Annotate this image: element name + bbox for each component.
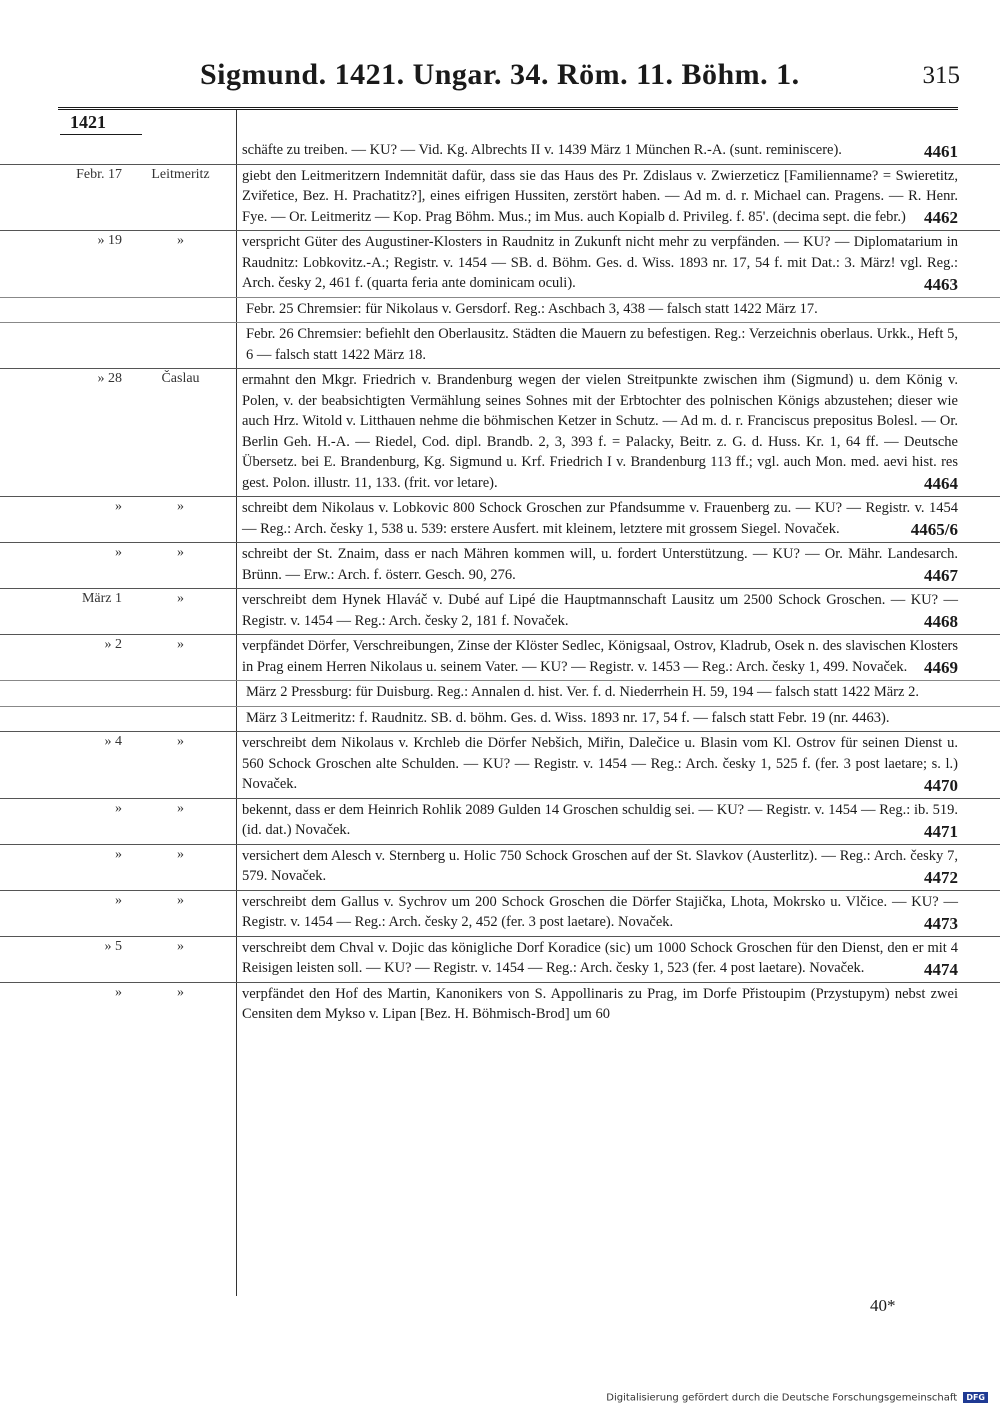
entry-text-block	[242, 937, 958, 979]
entry-text: giebt den Leitmeritzern Indemnität dafür, dass sie das Haus des Pr. Zdislaus v. Zwierzeticz [Familienname? = Swieretitz, Zviřetice, Bez. H. Prachatitz?], eines eifrigen Hussiten, zerstört haben. — Ad m. d. r. Michael can. Pragens. — R. Henr. Fye. — Or. Leitmeritz — Kop. Prag Böhm. Mus.; im Mus. auch Kopialb d. Privileg. f. 85'. (decima sept. die febr.)	[242, 167, 958, 225]
entry-text-block	[242, 589, 958, 631]
header-rule	[58, 107, 958, 110]
entry-date: Febr. 17	[76, 166, 122, 182]
regest-entry	[0, 496, 1000, 539]
entry-date: »	[115, 800, 122, 816]
entry-text: ermahnt den Mkgr. Friedrich v. Brandenburg wegen der vielen Streitpunkte zwischen ihm (Sigmund) u. dem König v. Polen, v. der beabsichtigten Vermählung seines Sohnes mit der Erbtochter des polnischen Königs abzustehen; dieser wie auch Hrz. Witold v. Litthauen nehme die böhmischen Ketzer in Schutz. — Ad m. d. r. Franciscus prepositus Bolesl. — Or. Berlin Geh. H.-A. — Riedel, Cod. dipl. Brandb. 2, 3, 393 f. = Palacky, Beitr. z. G. d. Huss. Kr. 1, 64 ff. — Deutsche Übersetz. bei E. Brandenburg, Kg. Sigmund u. Krf. Friedrich I v. Brandenburg 113 ff.; vgl. auch Mon. med. aevi hist. res gest. Polon. illustr. 11, 133. (frit. vor letare).	[242, 372, 958, 491]
entry-text: März 2 Pressburg: für Duisburg. Reg.: Annalen d. hist. Ver. f. d. Niederrhein H. 59, 194 — falsch statt 1422 März 2.	[246, 684, 919, 700]
regest-entry	[0, 139, 1000, 161]
regest-entry	[0, 844, 1000, 887]
entry-text: schreibt dem Nikolaus v. Lobkovic 800 Schock Groschen zur Pfandsumme v. Frauenberg zu. — KU? — Registr. v. 1454 — Reg.: Arch. česky 1, 538 u. 539: erstere Ausfert. mit kleinem, letztere mit grossem Siegel. Novaček.	[242, 500, 958, 537]
entry-date: » 2	[104, 637, 122, 652]
entry-text: bekennt, dass er dem Heinrich Rohlik 2089 Gulden 14 Groschen schuldig sei. — KU? — Registr. v. 1454 — Reg.: ib. 519. (id. dat.) Novaček.	[242, 801, 958, 838]
entry-text-block	[242, 369, 958, 493]
note-entry	[0, 680, 1000, 703]
regest-number: 4469	[924, 658, 958, 677]
regest-number: 4471	[924, 821, 958, 841]
regest-entry	[0, 890, 1000, 933]
regest-number: 4467	[924, 566, 958, 585]
page-header	[190, 58, 960, 98]
regest-number: 4470	[924, 775, 958, 795]
entry-text-block	[242, 799, 958, 841]
entry-date: »	[115, 499, 122, 514]
entry-place: »	[177, 233, 184, 248]
regest-entry	[0, 936, 1000, 979]
entry-text: verpfändet den Hof des Martin, Kanonikers von S. Appollinaris zu Prag, im Dorfe Přistoupim (Przystupym) nebst zwei Censiten dem Mykso v. Lipan [Bez. H. Böhmisch-Brod] um 60	[242, 985, 958, 1022]
entry-place: »	[177, 800, 184, 816]
entry-place: Leitmeritz	[151, 166, 210, 182]
entry-date: »	[115, 892, 122, 908]
entry-text-block	[242, 323, 958, 365]
regest-number: 4461	[924, 141, 958, 161]
regest-entry	[0, 982, 1000, 1025]
entry-date: » 4	[104, 734, 122, 749]
entry-text-block	[242, 497, 958, 539]
year-label: 1421	[70, 112, 106, 132]
regest-entry	[0, 542, 1000, 585]
entry-date: »	[115, 846, 122, 862]
regest-number: 4474	[924, 959, 958, 979]
entry-text-block	[242, 543, 958, 585]
entry-text-block	[242, 983, 958, 1025]
entry-date: » 19	[97, 233, 122, 248]
entry-text-block	[242, 139, 958, 161]
entry-place: »	[177, 938, 184, 954]
entry-text-block	[242, 298, 958, 320]
regest-entry	[0, 634, 1000, 677]
regest-entry	[0, 368, 1000, 493]
regest-number: 4465/6	[910, 520, 958, 539]
note-entry	[0, 322, 1000, 365]
dfg-logo: DFG	[963, 1392, 988, 1403]
entry-text-block	[242, 707, 958, 729]
entry-text-block	[242, 165, 958, 228]
entry-place: »	[177, 545, 184, 560]
entry-place: »	[177, 846, 184, 862]
regest-entry	[0, 731, 1000, 795]
entry-date: »	[115, 545, 122, 560]
entry-text-block	[242, 681, 958, 703]
entry-date: März 1	[81, 591, 122, 606]
entries-list	[0, 139, 1000, 1025]
regest-number: 4472	[924, 867, 958, 887]
regest-entry	[0, 798, 1000, 841]
entry-text: verschreibt dem Chval v. Dojic das königliche Dorf Koradice (sic) um 1000 Schock Groschen für den Dienst, den er mit 4 Reisigen leisten soll. — KU? — Registr. v. 1454 — Reg.: Arch. česky 1, 523 (fer. 4 post laetare). Novaček.	[242, 939, 958, 976]
entry-text: verpfändet Dörfer, Verschreibungen, Zinse der Klöster Sedlec, Königsaal, Ostrov, Kladrub, Osek n. des slavischen Klosters in Prag einem Herren Nikolaus u. seinem Vater. — KU? — Registr. v. 1453 — Reg.: Arch. česky 1, 499. Novaček.	[242, 638, 958, 675]
entry-text: Febr. 25 Chremsier: für Nikolaus v. Gersdorf. Reg.: Aschbach 3, 438 — falsch statt 1422 März 17.	[246, 300, 818, 317]
entry-text: März 3 Leitmeritz: f. Raudnitz. SB. d. böhm. Ges. d. Wiss. 1893 nr. 17, 54 f. — falsch statt Febr. 19 (nr. 4463).	[246, 709, 890, 726]
credit-text: Digitalisierung gefördert durch die Deutsche Forschungsgemeinschaft	[606, 1392, 958, 1404]
entry-text-block	[242, 635, 958, 677]
entry-date: »	[115, 984, 122, 1000]
regest-entry	[0, 230, 1000, 294]
entry-text: schäfte zu treiben. — KU? — Vid. Kg. Albrechts II v. 1439 März 1 München R.-A. (sunt. reminiscere).	[242, 142, 842, 158]
regest-number: 4473	[924, 913, 958, 933]
regest-entry	[0, 588, 1000, 631]
sheet-signature: 40*	[870, 1296, 896, 1315]
entry-text: schreibt der St. Znaim, dass er nach Mähren kommen will, u. fordert Unterstützung. — KU? — Or. Mähr. Landesarch. Brünn. — Erw.: Arch. f. österr. Gesch. 90, 276.	[242, 546, 958, 583]
entry-text: verschreibt dem Gallus v. Sychrov um 200 Schock Groschen die Dörfer Stajička, Lhota, Mokrsko u. Vlčice. — KU? — Registr. v. 1454 — Reg.: Arch. česky 2, 452 (fer. 3 post laetare). Novaček.	[242, 893, 958, 930]
regest-number: 4464	[924, 474, 958, 493]
entry-date: » 5	[104, 938, 122, 954]
entry-place: »	[177, 499, 184, 514]
entry-date: » 28	[97, 371, 122, 386]
entry-text-block	[242, 732, 958, 795]
page-number: 315	[922, 62, 960, 89]
entry-place: »	[177, 892, 184, 908]
regest-entry	[0, 164, 1000, 228]
digitization-credit	[606, 1392, 988, 1404]
entry-text: verschreibt dem Nikolaus v. Krchleb die Dörfer Nebšich, Miřin, Dalečice u. Blasin vom Kl. Ostrov für seinen Dienst u. 560 Schock Groschen alte Schulden. — KU? — Registr. v. 1454 — Reg.: Arch. česky 1, 525 f. (fer. 3 post laetare; s. l.) Novaček.	[242, 735, 958, 792]
regest-number: 4462	[924, 208, 958, 227]
entry-text: versichert dem Alesch v. Sternberg u. Holic 750 Schock Groschen auf der St. Slavkov (Austerlitz). — Reg.: Arch. česky 7, 579. Novaček.	[242, 847, 958, 884]
note-entry	[0, 706, 1000, 729]
entry-text: verschreibt dem Hynek Hlaváč v. Dubé auf Lipé die Hauptmannschaft Lausitz um 2500 Schock Groschen. — KU? — Registr. v. 1454 — Reg.: Arch. česky 2, 181 f. Novaček.	[242, 592, 958, 629]
entry-text-block	[242, 845, 958, 887]
entry-place: »	[177, 734, 184, 749]
entry-place: »	[177, 591, 184, 606]
regest-number: 4463	[924, 274, 958, 294]
entry-text-block	[242, 231, 958, 294]
note-entry	[0, 297, 1000, 320]
entry-place: Časlau	[161, 371, 200, 386]
entry-place: »	[177, 984, 184, 1000]
entry-text: Febr. 26 Chremsier: befiehlt den Oberlausitz. Städten die Mauern zu befestigen. Reg.: Verzeichnis oberlaus. Urkk., Heft 5, 6 — falsch statt 1422 März 18.	[246, 326, 958, 363]
regest-number: 4468	[924, 612, 958, 631]
year-rule	[60, 134, 142, 135]
entry-place: »	[177, 637, 184, 652]
entry-text: verspricht Güter des Augustiner-Klosters in Raudnitz in Zukunft nicht mehr zu verpfänden. — KU? — Diplomatarium in Raudnitz: Lobkovitz.-A.; Registr. v. 1454 — SB. d. Böhm. Ges. d. Wiss. 1893 nr. 17, 54 f. mit Dat.: 3. März! vgl. Reg.: Arch. česky 2, 461 f. (quarta feria ante dominicam oculi).	[242, 234, 958, 291]
running-title: Sigmund. 1421. Ungar. 34. Röm. 11. Böhm. 1.	[200, 58, 800, 91]
entry-text-block	[242, 891, 958, 933]
